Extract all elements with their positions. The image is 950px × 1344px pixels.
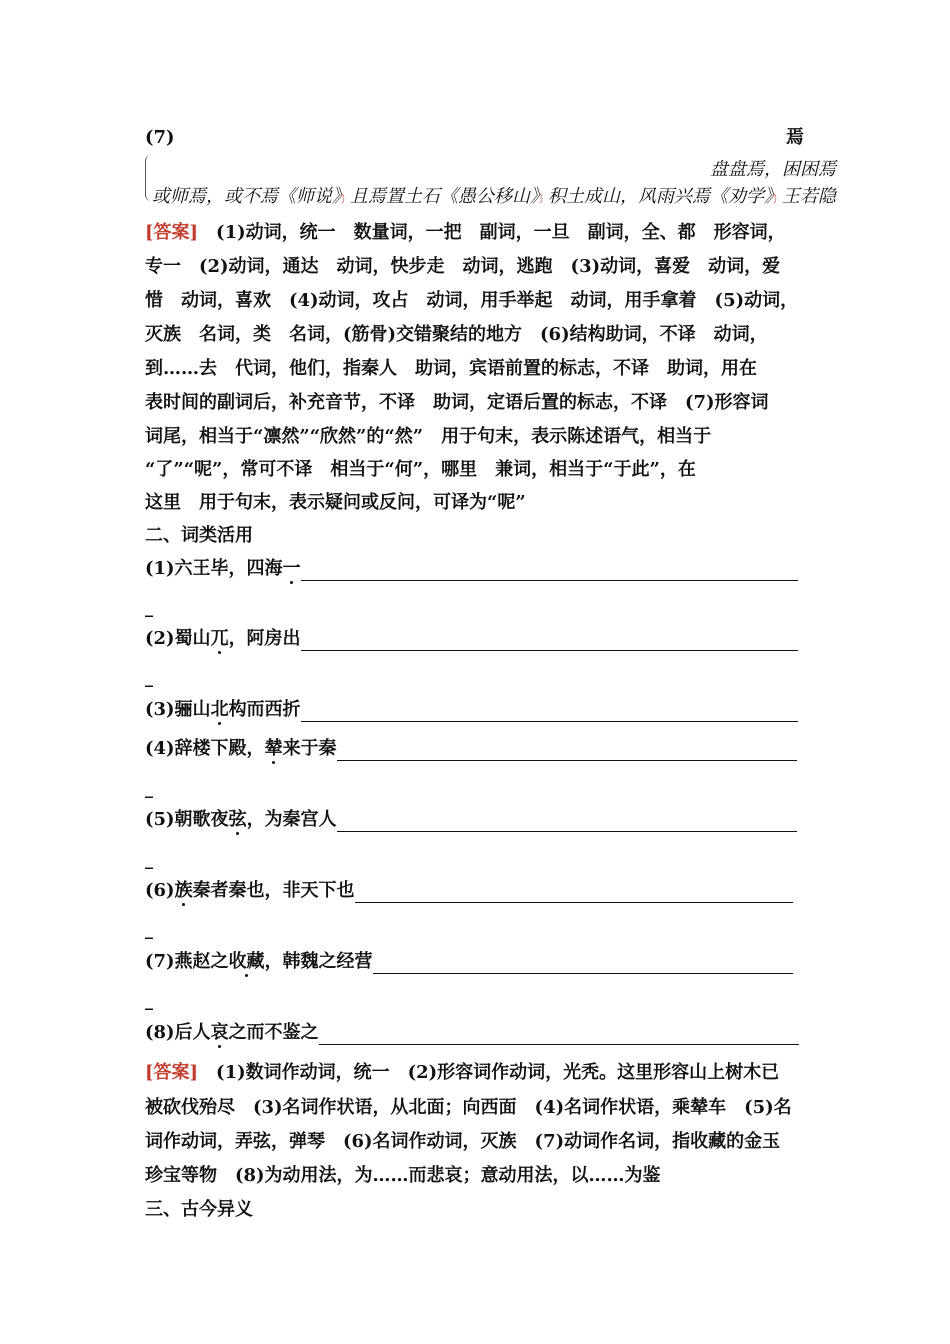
question-3 — [145, 698, 798, 722]
answer-1-line-3: 灭族 名词，类 名词，(筋骨)交错聚结的地方 (6)结构助词，不译 动词， — [145, 324, 768, 345]
q1-keyword: 一 — [282, 558, 301, 579]
question-2 — [145, 627, 798, 651]
answer-blank-4[interactable] — [337, 742, 797, 761]
example-1: 或师焉，或不焉 — [152, 186, 278, 207]
example-4: 王若隐 — [782, 186, 837, 207]
question-1 — [145, 557, 798, 581]
q5-pre: (5)朝歌夜 — [145, 809, 229, 830]
source-1: 《师说》 — [278, 186, 341, 207]
section-2-title: 二、词类活用 — [145, 525, 253, 546]
q6-pre: (6) — [145, 880, 175, 901]
answer-2-line-2: 词作动词，弄弦，弹琴 (6)名词作动词，灭族 (7)动词作名词，指收藏的金玉 — [145, 1131, 781, 1152]
dash-5: _ — [145, 850, 153, 869]
answer-1-line-1: 专一 (2)动词，通达 动词，快步走 动词，逃跑 (3)动词，喜爱 动词，爱 — [145, 256, 781, 277]
answer-2-line-0 — [145, 1061, 779, 1085]
question-7 — [145, 950, 793, 974]
answer-blank-7[interactable] — [373, 955, 793, 974]
answer-tag: [答案] — [145, 222, 199, 243]
answer-1-line-5: 表时间的副词后，补充音节，不译 助词，定语后置的标志，不译 (7)形容词 — [145, 392, 769, 413]
answer-tag-2: [答案] — [145, 1062, 199, 1083]
q1-pre: (1)六王毕，四海 — [145, 558, 283, 579]
q3-keyword: 北 — [210, 699, 229, 720]
source-3: 《劝学》 — [710, 186, 774, 207]
dash-4: _ — [145, 779, 153, 798]
answer-2-line-1: 被砍伐殆尽 (3)名词作状语，从北面；向西面 (4)名词作状语，乘辇车 (5)名 — [145, 1097, 792, 1118]
source-2: 《愚公移山》 — [440, 186, 540, 207]
answer-text: (1)动词，统一 数量词，一把 副词，一旦 副词，全、都 形容词， — [216, 222, 786, 243]
example-2: 且焉置土石 — [350, 186, 441, 207]
dash-6: _ — [145, 920, 153, 939]
answer-blank-1[interactable] — [301, 562, 798, 581]
q5-post: ，为秦宫人 — [246, 809, 337, 830]
dash-1: _ — [145, 598, 153, 617]
answer-blank-2[interactable] — [301, 632, 798, 651]
answer-1-line-6: 词尾，相当于“凛然”“欣然”的“然” 用于句末，表示陈述语气，相当于 — [145, 426, 712, 447]
q4-keyword: 辇 — [264, 738, 283, 759]
q4-pre: (4)辞楼下殿， — [145, 738, 265, 759]
answer-1-line-8: 这里 用于句末，表示疑问或反问，可译为“呢” — [145, 492, 526, 513]
q2-keyword: 兀 — [210, 628, 229, 649]
dash-2: _ — [145, 668, 153, 687]
q5-keyword: 弦 — [228, 809, 247, 830]
answer-1-line-7: “了”“呢”，常可不译 相当于“何”，哪里 兼词，相当于“于此”，在 — [145, 459, 696, 480]
answer-1-line-4: 到……去 代词，他们，指秦人 助词，宾语前置的标志，不译 助词，用在 — [145, 358, 757, 379]
q7-post: ，韩魏之经营 — [264, 951, 373, 972]
question-8 — [145, 1021, 799, 1045]
q4-post: 来于秦 — [282, 738, 337, 759]
section-3-title: 三、古今异义 — [145, 1199, 253, 1220]
example-3: 积土成山，风雨兴焉 — [548, 186, 711, 207]
answer-blank-6[interactable] — [355, 884, 793, 903]
answer-blank-8[interactable] — [319, 1026, 799, 1045]
q3-pre: (3)骊山 — [145, 699, 211, 720]
q7-keyword: 收藏 — [228, 951, 265, 972]
answer-1-line-2: 惜 动词，喜欢 (4)动词，攻占 动词，用手举起 动词，用手拿着 (5)动词， — [145, 290, 799, 311]
q8-post: 之而不鉴之 — [228, 1022, 319, 1043]
q8-keyword: 哀 — [210, 1022, 229, 1043]
question-6 — [145, 879, 793, 903]
question-5 — [145, 808, 797, 832]
dash-7: _ — [145, 991, 153, 1010]
example-row: 或师焉，或不焉《师说》｝且焉置土石《愚公移山》｝积土成山，风雨兴焉《劝学》｝王若隐 — [152, 186, 837, 207]
answer-blank-3[interactable] — [301, 703, 798, 722]
example-top: 盘盘焉，困困焉 — [710, 159, 836, 180]
item-7-label: (7) — [145, 127, 175, 148]
question-4 — [145, 737, 797, 761]
q3-post: 构而西折 — [228, 699, 301, 720]
answer-2-text: (1)数词作动词，统一 (2)形容词作动词，光秃。这里形容山上树木已 — [216, 1062, 780, 1083]
q7-pre: (7)燕赵之 — [145, 951, 229, 972]
brace-symbol — [145, 155, 152, 201]
q2-post: ，阿房出 — [228, 628, 301, 649]
q6-keyword: 族 — [174, 880, 193, 901]
q8-pre: (8)后人 — [145, 1022, 211, 1043]
answer-blank-5[interactable] — [337, 813, 797, 832]
answer-2-line-3: 珍宝等物 (8)为动用法，为……而悲哀；意动用法，以……为鉴 — [145, 1165, 661, 1186]
q6-post: 秦者秦也，非天下也 — [192, 880, 355, 901]
answer-1-line-0 — [145, 221, 786, 245]
q2-pre: (2)蜀山 — [145, 628, 211, 649]
item-7-char: 焉 — [786, 127, 804, 148]
